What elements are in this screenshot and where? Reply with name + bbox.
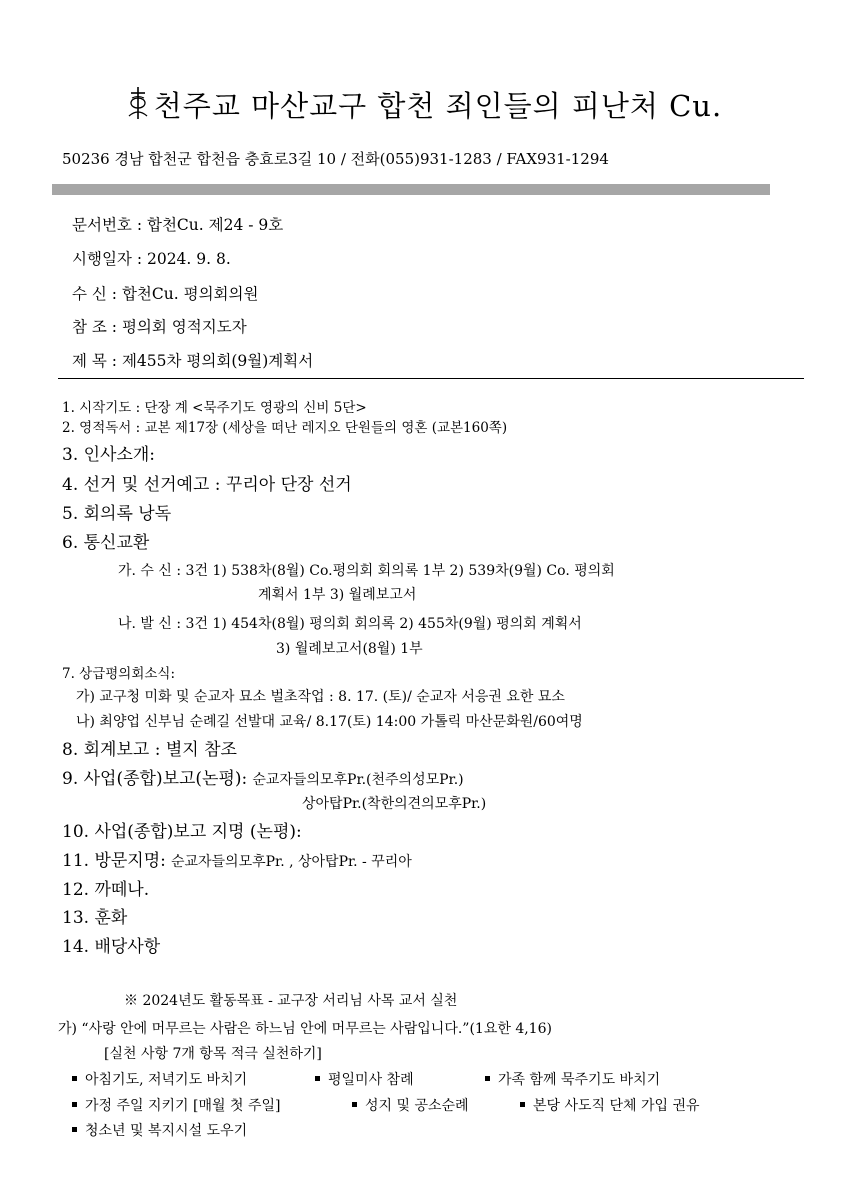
bullet-icon (520, 1102, 525, 1107)
divider-line (58, 378, 804, 379)
agenda-item-9 (62, 764, 464, 789)
bullet-icon (72, 1076, 77, 1081)
practice-item: 본당 사도직 단체 가입 권유 (520, 1095, 700, 1115)
agenda-item-12: 12. 까떼나. (62, 880, 150, 900)
practice-title: [실천 사항 7개 항목 적극 실천하기] (104, 1046, 322, 1062)
document-title (0, 84, 848, 125)
header-gray-bar (52, 184, 770, 195)
agenda-item-6-received-2: 계획서 1부 3) 월례보고서 (258, 587, 417, 603)
bullet-icon (352, 1102, 357, 1107)
practice-item: 청소년 및 복지시설 도우기 (72, 1120, 247, 1140)
bullet-icon (72, 1127, 77, 1132)
issue-date: 시행일자 : 2024. 9. 8. (72, 250, 231, 268)
agenda-item-2: 2. 영적독서 : 교본 제17장 (세상을 떠난 레지오 단원들의 영혼 (교본160쪽) (62, 420, 508, 436)
agenda-item-4: 4. 선거 및 선거예고 : 꾸리아 단장 선거 (62, 475, 352, 495)
agenda-item-10: 10. 사업(종합)보고 지명 (논평): (62, 822, 302, 842)
agenda-item-1: 1. 시작기도 : 단장 계 <묵주기도 영광의 신비 5단> (62, 400, 367, 416)
agenda-item-11 (62, 846, 412, 871)
agenda-item-6: 6. 통신교환 (62, 533, 150, 553)
agenda-item-9-label: 9. 사업(종합)보고(논평): (62, 769, 248, 789)
agenda-item-11-label: 11. 방문지명: (62, 851, 166, 871)
agenda-item-7: 7. 상급평의회소식: (62, 666, 176, 682)
practice-item: 성지 및 공소순례 (352, 1095, 469, 1115)
address-line: 50236 경남 합천군 합천읍 충효로3길 10 / 전화(055)931-1283 / FAX931-1294 (62, 150, 609, 168)
practice-item: 가정 주일 지키기 [매월 첫 주일] (72, 1095, 280, 1115)
bullet-icon (72, 1102, 77, 1107)
practice-item: 평일미사 참례 (315, 1069, 414, 1089)
agenda-item-6-received-1: 가. 수 신 : 3건 1) 538차(8월) Co.평의회 회의록 1부 2) 539차(9월) Co. 평의회 (118, 563, 615, 579)
agenda-item-7-a: 가) 교구청 미화 및 순교자 묘소 벌초작업 : 8. 17. (토)/ 순교자 서응권 요한 묘소 (76, 689, 565, 705)
doc-number: 문서번호 : 합천Cu. 제24 - 9호 (72, 216, 284, 234)
agenda-item-6-sent-2: 3) 월례보고서(8월) 1부 (276, 641, 423, 657)
practice-item: 아침기도, 저녁기도 바치기 (72, 1069, 247, 1089)
goals-heading: ※ 2024년도 활동목표 - 교구장 서리님 사목 교서 실천 (124, 993, 458, 1009)
bullet-icon (315, 1076, 320, 1081)
subject: 제 목 : 제455차 평의회(9월)계획서 (72, 352, 314, 370)
agenda-item-9-detail-2: 상아탑Pr.(착한의견의모후Pr.) (302, 796, 487, 812)
agenda-item-7-b: 나) 최양업 신부님 순례길 선발대 교육/ 8.17(토) 14:00 가톨릭 마산문화원/60여명 (76, 714, 583, 730)
bullet-icon (485, 1076, 490, 1081)
practice-item: 가족 함께 묵주기도 바치기 (485, 1069, 660, 1089)
agenda-item-8: 8. 회계보고 : 별지 참조 (62, 740, 237, 760)
agenda-item-14: 14. 배당사항 (62, 937, 161, 957)
agenda-item-5: 5. 회의록 낭독 (62, 504, 172, 524)
agenda-item-13: 13. 훈화 (62, 908, 128, 928)
title-text: 천주교 마산교구 합천 죄인들의 피난처 Cu. (153, 89, 723, 123)
recipient: 수 신 : 합천Cu. 평의회의원 (72, 285, 259, 303)
agenda-item-11-detail: 순교자들의모후Pr. , 상아탑Pr. - 꾸리아 (170, 854, 412, 870)
church-emblem-icon (126, 86, 150, 120)
reference: 참 조 : 평의회 영적지도자 (72, 318, 247, 336)
goals-quote: 가) “사랑 안에 머무르는 사람은 하느님 안에 머무르는 사람입니다.”(1요한 4,16) (58, 1021, 552, 1037)
agenda-item-6-sent-1: 나. 발 신 : 3건 1) 454차(8월) 평의회 회의록 2) 455차(9월) 평의회 계획서 (118, 616, 582, 632)
agenda-item-3: 3. 인사소개: (62, 445, 156, 465)
agenda-item-9-detail-1: 순교자들의모후Pr.(천주의성모Pr.) (252, 772, 464, 788)
